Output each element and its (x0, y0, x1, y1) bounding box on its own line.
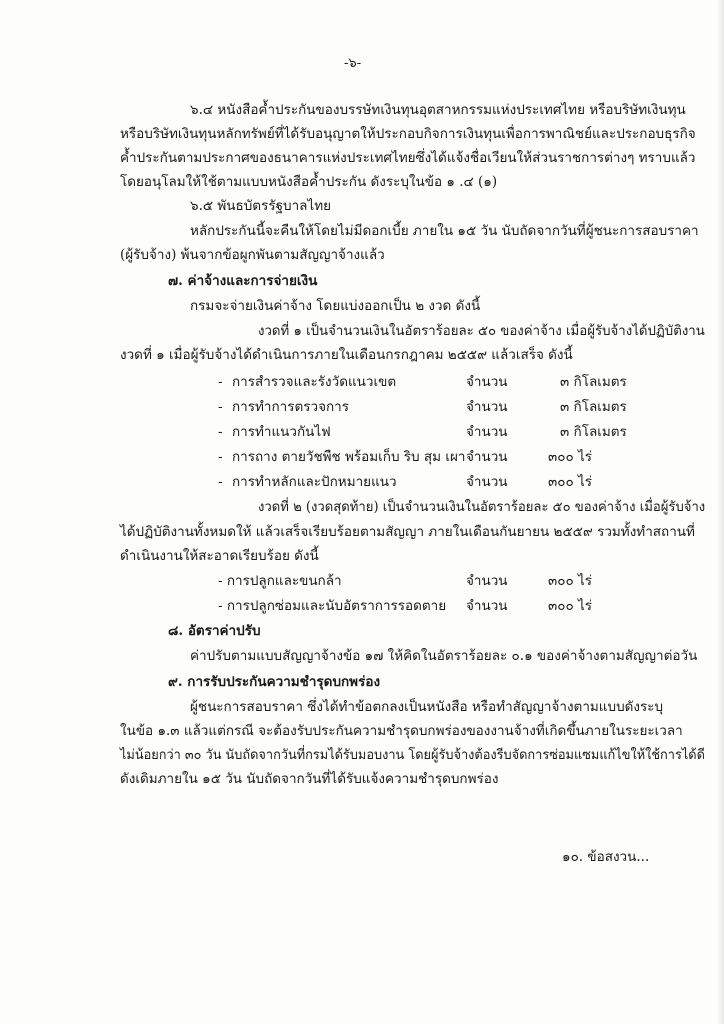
section-9-line-3: ไม่น้อยกว่า ๓๐ วัน นับถัดจากวันที่กรมได้รับมอบงาน โดยผู้รับจ้างต้องรีบจัดการซ่อมแซมแก้ไขให้ใช้การได้ดี (120, 747, 705, 763)
clause-6-4-line-3: ค้ำประกันตามประกาศของธนาคารแห่งประเทศไทยซึ่งได้แจ้งชื่อเวียนให้ส่วนราชการต่างๆ ทราบแล้ว (120, 150, 696, 166)
item-task: - การปลูกซ่อมและนับอัตราการรอดตาย (218, 598, 447, 614)
installment-1-item (0, 423, 724, 445)
installment-2-line-1: งวดที่ ๒ (งวดสุดท้าย) เป็นจำนวนเงินในอัตราร้อยละ ๕๐ ของค่าจ้าง เมื่อผู้รับจ้าง (258, 499, 706, 515)
installment-1-item (0, 373, 724, 395)
item-dash: - (218, 399, 223, 415)
item-dash: - (218, 374, 223, 390)
refund-line-2: (ผู้รับจ้าง) พ้นจากข้อผูกพันตามสัญญาจ้างแล้ว (120, 247, 385, 263)
item-task: การถาง ตายวัชพืช พร้อมเก็บ ริบ สุม เผา (232, 449, 466, 465)
page-number: -๖- (343, 55, 362, 71)
item-task: การทำหลักและปักหมายแนว (232, 474, 397, 490)
installment-2-line-2: ได้ปฏิบัติงานทั้งหมดให้ แล้วเสร็จเรียบร้อยตามสัญญา ภายในเดือนกันยายน ๒๕๕๙ รวมทั้งทำสถานที่ (120, 524, 695, 540)
item-dash: - (218, 424, 223, 440)
clause-6-4-line-4: โดยอนุโลมให้ใช้ตามแบบหนังสือค้ำประกัน ดังระบุในข้อ ๑ .๔ (๑) (120, 174, 498, 190)
item-amount: ๓๐๐ ไร่ (548, 598, 593, 614)
item-qty-label: จำนวน (466, 598, 508, 614)
clause-6-4-line-1: ๖.๔ หนังสือค้ำประกันของบรรษัทเงินทุนอุตสาหกรรมแห่งประเทศไทย หรือบริษัทเงินทุน (190, 102, 686, 118)
item-dash: - (218, 474, 223, 490)
item-task: - การปลูกและขนกล้า (218, 573, 342, 589)
section-7-intro: กรมจะจ่ายเงินค่าจ้าง โดยแบ่งออกเป็น ๒ งวด ดังนี้ (190, 298, 481, 314)
item-qty-label: จำนวน (466, 399, 508, 415)
scan-edge (716, 0, 724, 1024)
section-9-line-2: ในข้อ ๑.๓ แล้วแต่กรณี จะต้องรับประกันความชำรุดบกพร่องของงานจ้างที่เกิดขึ้นภายในระยะเวลา (120, 723, 683, 739)
section-9-line-1: ผู้ชนะการสอบราคา ซึ่งได้ทำข้อตกลงเป็นหนังสือ หรือทำสัญญาจ้างตามแบบดังระบุ (190, 699, 664, 715)
installment-1-line-1: งวดที่ ๑ เป็นจำนวนเงินในอัตราร้อยละ ๕๐ ของค่าจ้าง เมื่อผู้รับจ้างได้ปฏิบัติงาน (258, 323, 705, 339)
item-qty-label: จำนวน (466, 474, 508, 490)
installment-1-item (0, 448, 724, 470)
item-amount: ๓ กิโลเมตร (560, 374, 627, 390)
item-qty-label: จำนวน (466, 449, 508, 465)
item-qty-label: จำนวน (466, 374, 508, 390)
item-qty-label: จำนวน (466, 424, 508, 440)
item-qty-label: จำนวน (466, 573, 508, 589)
section-9-heading: ๙. การรับประกันความชำรุดบกพร่อง (168, 674, 381, 690)
item-amount: ๓๐๐ ไร่ (548, 449, 593, 465)
installment-1-item (0, 398, 724, 420)
item-task: การสำรวจและรังวัดแนวเขต (232, 374, 397, 390)
refund-line-1: หลักประกันนี้จะคืนให้โดยไม่มีดอกเบี้ย ภายใน ๑๕ วัน นับถัดจากวันที่ผู้ชนะการสอบราคา (190, 223, 699, 239)
section-8-text: ค่าปรับตามแบบสัญญาจ้างข้อ ๑๗ ให้คิดในอัตราร้อยละ ๐.๑ ของค่าจ้างตามสัญญาต่อวัน (190, 648, 698, 664)
item-task: การทำแนวกันไฟ (232, 424, 331, 440)
installment-1-item (0, 473, 724, 495)
item-dash: - (218, 449, 223, 465)
item-task: การทำการตรวจการ (232, 399, 350, 415)
installment-2-item (0, 597, 724, 619)
item-amount: ๓๐๐ ไร่ (548, 474, 593, 490)
item-amount: ๓ กิโลเมตร (560, 424, 627, 440)
continuation-note: ๑๐. ข้อสงวน... (562, 849, 650, 865)
section-7-heading: ๗. ค่าจ้างและการจ่ายเงิน (168, 273, 318, 289)
installment-2-line-3: ดำเนินงานให้สะอาดเรียบร้อย ดังนี้ (120, 548, 319, 564)
item-amount: ๓ กิโลเมตร (560, 399, 627, 415)
item-amount: ๓๐๐ ไร่ (548, 573, 593, 589)
section-8-heading: ๘. อัตราค่าปรับ (168, 623, 261, 639)
clause-6-4-line-2: หรือบริษัทเงินทุนหลักทรัพย์ที่ได้รับอนุญาตให้ประกอบกิจการเงินทุนเพื่อการพาณิชย์และประกอบธุรกิจ (120, 126, 696, 142)
installment-1-line-2: งวดที่ ๑ เมื่อผู้รับจ้างได้ดำเนินการภายในเดือนกรกฎาคม ๒๕๕๙ แล้วเสร็จ ดังนี้ (120, 347, 573, 363)
installment-2-item (0, 572, 724, 594)
section-9-line-4: ดังเดิมภายใน ๑๕ วัน นับถัดจากวันที่ได้รับแจ้งความชำรุดบกพร่อง (120, 771, 499, 787)
clause-6-5: ๖.๕ พันธบัตรรัฐบาลไทย (190, 198, 332, 214)
